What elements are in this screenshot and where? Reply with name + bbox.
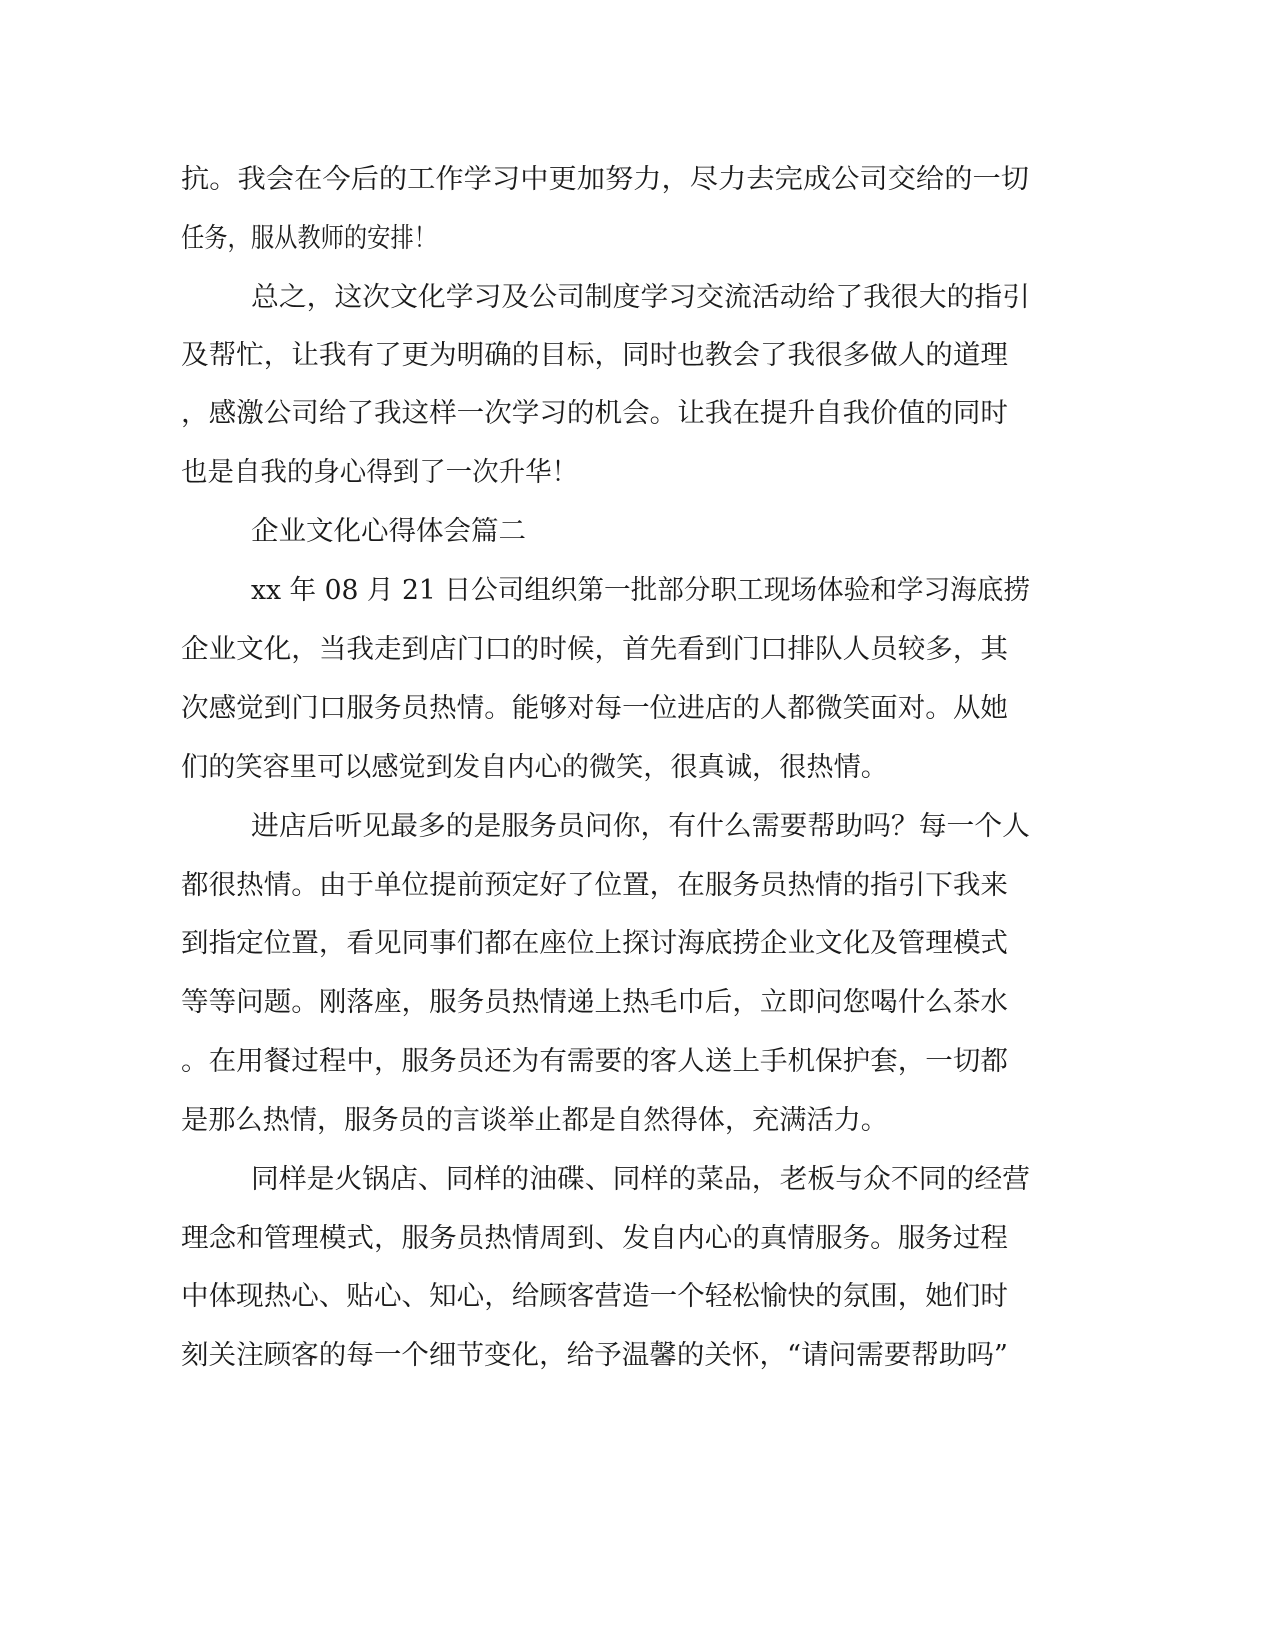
text-line bbox=[0, 453, 1275, 493]
text-line bbox=[0, 394, 1275, 434]
text-line bbox=[0, 336, 1275, 376]
text-line bbox=[0, 983, 1275, 1023]
line-text: 次感觉到门口服务员热情。能够对每一位进店的人都微笑面对。从她 bbox=[181, 693, 1008, 724]
line-text: 到指定位置，看见同事们都在座位上探讨海底捞企业文化及管理模式 bbox=[181, 928, 1008, 959]
heading-text: 企业文化心得体会篇二 bbox=[251, 516, 526, 547]
text-line bbox=[0, 219, 1275, 259]
line-text: 们的笑容里可以感觉到发自内心的微笑，很真诚，很热情。 bbox=[181, 752, 888, 783]
line-text: 等等问题。刚落座，服务员热情递上热毛巾后，立即问您喝什么茶水 bbox=[181, 987, 1008, 1018]
line-text: 刻关注顾客的每一个细节变化，给予温馨的关怀，“请问需要帮助吗” bbox=[181, 1340, 1008, 1371]
line-text: 任务，服从教师的安排！ bbox=[181, 223, 437, 254]
paragraph-first-line bbox=[0, 278, 1275, 318]
paragraph-first-line bbox=[0, 1160, 1275, 1200]
paragraph-first-line bbox=[0, 571, 1275, 611]
line-text: 进店后听见最多的是服务员问你，有什么需要帮助吗？每一个人 bbox=[251, 811, 1030, 842]
line-text: 及帮忙，让我有了更为明确的目标，同时也教会了我很多做人的道理 bbox=[181, 340, 1008, 371]
text-line bbox=[0, 1219, 1275, 1259]
line-text: xx 年 08 月 21 日公司组织第一批部分职工现场体验和学习海底捞 bbox=[251, 575, 1030, 606]
line-text: 同样是火锅店、同样的油碟、同样的菜品，老板与众不同的经营 bbox=[251, 1164, 1030, 1195]
text-line bbox=[0, 630, 1275, 670]
text-line bbox=[0, 1336, 1275, 1376]
line-text: 总之，这次文化学习及公司制度学习交流活动给了我很大的指引 bbox=[251, 282, 1030, 313]
line-text: 理念和管理模式，服务员热情周到、发自内心的真情服务。服务过程 bbox=[181, 1223, 1008, 1254]
line-text: 是那么热情，服务员的言谈举止都是自然得体，充满活力。 bbox=[181, 1105, 888, 1136]
text-line bbox=[0, 1277, 1275, 1317]
text-line bbox=[0, 1101, 1275, 1141]
line-text: 也是自我的身心得到了一次升华！ bbox=[181, 457, 578, 488]
text-line bbox=[0, 1042, 1275, 1082]
line-text: ，感激公司给了我这样一次学习的机会。让我在提升自我价值的同时 bbox=[181, 398, 1008, 429]
line-text: 抗。我会在今后的工作学习中更加努力，尽力去完成公司交给的一切 bbox=[181, 164, 1029, 195]
text-line bbox=[0, 160, 1275, 200]
line-text: 都很热情。由于单位提前预定好了位置，在服务员热情的指引下我来 bbox=[181, 870, 1008, 901]
line-text: 企业文化，当我走到店门口的时候，首先看到门口排队人员较多，其 bbox=[181, 634, 1008, 665]
text-line bbox=[0, 748, 1275, 788]
text-line bbox=[0, 924, 1275, 964]
section-heading bbox=[0, 512, 1275, 552]
line-text: 。在用餐过程中，服务员还为有需要的客人送上手机保护套，一切都 bbox=[181, 1046, 1008, 1077]
text-line bbox=[0, 866, 1275, 906]
paragraph-first-line bbox=[0, 807, 1275, 847]
text-line bbox=[0, 689, 1275, 729]
line-text: 中体现热心、贴心、知心，给顾客营造一个轻松愉快的氛围，她们时 bbox=[181, 1281, 1008, 1312]
